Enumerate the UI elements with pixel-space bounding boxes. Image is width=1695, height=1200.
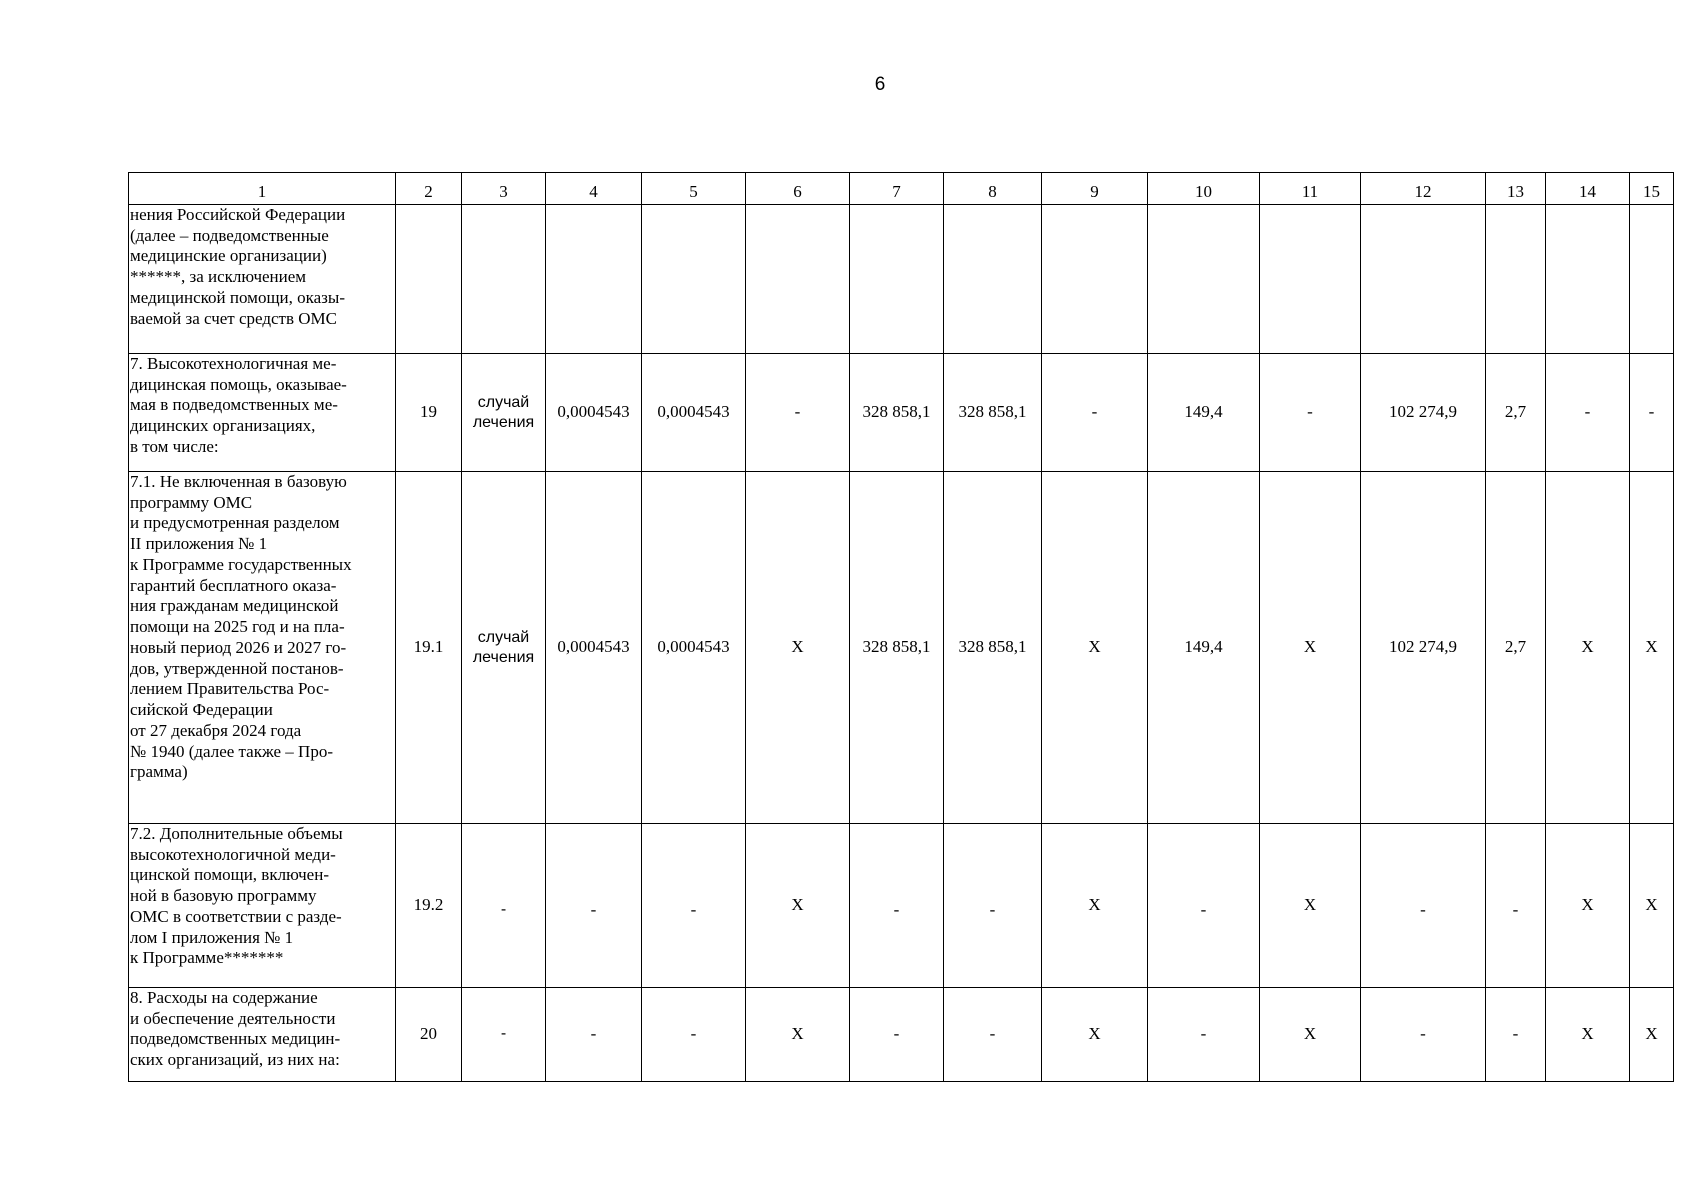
table-cell-col-2 (396, 205, 462, 354)
table-cell-col-7: - (850, 824, 944, 988)
column-header-7: 7 (850, 173, 944, 205)
column-header-1: 1 (129, 173, 396, 205)
table-cell-col-5: 0,0004543 (642, 472, 746, 824)
row-name-line: сийской Федерации (130, 700, 273, 720)
row-name (129, 354, 396, 472)
column-header-10: 10 (1148, 173, 1260, 205)
table-cell-col-11: X (1260, 472, 1361, 824)
table-cell-col-2: 19 (396, 354, 462, 472)
table-cell-col-3 (462, 205, 546, 354)
row-name-line: 7.1. Не включенная в базовую (130, 472, 347, 491)
table-cell-col-5 (642, 205, 746, 354)
table-cell-col-15: X (1630, 988, 1674, 1082)
table-cell-col-15: X (1630, 472, 1674, 824)
table-cell-col-3: - (462, 824, 546, 988)
table-cell-col-5: - (642, 824, 746, 988)
table-cell-col-3: - (462, 988, 546, 1082)
row-name-line: ОМС в соответствии с разде- (130, 906, 342, 926)
column-header-5: 5 (642, 173, 746, 205)
table-cell-col-10 (1148, 205, 1260, 354)
table-cell-col-3: случай лечения (462, 354, 546, 472)
table-cell-col-13: - (1486, 988, 1546, 1082)
table-cell-col-4: - (546, 988, 642, 1082)
table-cell-col-11: X (1260, 824, 1361, 988)
column-header-13: 13 (1486, 173, 1546, 205)
table-cell-col-14 (1546, 205, 1630, 354)
table-cell-col-14: X (1546, 988, 1630, 1082)
row-name-line: дицинских организациях, (130, 416, 316, 436)
row-name (129, 205, 396, 354)
table-cell-col-3: случай лечения (462, 472, 546, 824)
table-cell-col-2: 19.2 (396, 824, 462, 988)
table-cell-col-14: X (1546, 472, 1630, 824)
table-cell-col-6: X (746, 824, 850, 988)
table-cell-col-2: 20 (396, 988, 462, 1082)
table-cell-col-4: 0,0004543 (546, 354, 642, 472)
table-cell-col-9: X (1042, 472, 1148, 824)
row-name-line: ния гражданам медицинской (130, 596, 339, 616)
table-cell-col-5: - (642, 988, 746, 1082)
table-cell-col-14: - (1546, 354, 1630, 472)
table-cell-col-14: X (1546, 824, 1630, 988)
row-name-line: ******, за исключением (130, 267, 307, 287)
column-header-11: 11 (1260, 173, 1361, 205)
table-cell-col-11 (1260, 205, 1361, 354)
table-row (129, 824, 1674, 988)
row-name-line: новый период 2026 и 2027 го- (130, 637, 347, 657)
row-name-line: 8. Расходы на содержание (130, 988, 318, 1007)
table-row (129, 354, 1674, 472)
table-body (129, 205, 1674, 1082)
row-name-line: № 1940 (далее также – Про- (130, 741, 333, 761)
table-cell-col-6: X (746, 988, 850, 1082)
table-cell-col-13: 2,7 (1486, 472, 1546, 824)
column-header-2: 2 (396, 173, 462, 205)
column-header-6: 6 (746, 173, 850, 205)
table-row (129, 472, 1674, 824)
row-name-line: высокотехнологичной меди- (130, 844, 336, 864)
row-name-line: лением Правительства Рос- (130, 679, 330, 699)
table-cell-col-15: - (1630, 354, 1674, 472)
table-cell-col-4 (546, 205, 642, 354)
table-cell-col-13 (1486, 205, 1546, 354)
table-cell-col-9: X (1042, 988, 1148, 1082)
row-name (129, 988, 396, 1082)
row-name-line: к Программе государственных (130, 554, 352, 574)
table-cell-col-8: 328 858,1 (944, 354, 1042, 472)
table-cell-col-9: - (1042, 354, 1148, 472)
table-cell-col-10: 149,4 (1148, 354, 1260, 472)
row-name-line: цинской помощи, включен- (130, 865, 329, 885)
row-name-line: ских организаций, из них на: (130, 1050, 340, 1070)
table-cell-col-10: - (1148, 988, 1260, 1082)
table-cell-col-13: - (1486, 824, 1546, 988)
table-cell-col-9: X (1042, 824, 1148, 988)
row-name-line: ной в базовую программу (130, 886, 317, 906)
row-name-line: дицинская помощь, оказывае- (130, 374, 347, 394)
row-name-line: помощи на 2025 год и на пла- (130, 617, 345, 637)
table-cell-col-12: 102 274,9 (1361, 472, 1486, 824)
table-cell-col-6 (746, 205, 850, 354)
header-row (129, 173, 1674, 205)
table-cell-col-9 (1042, 205, 1148, 354)
column-header-14: 14 (1546, 173, 1630, 205)
table-cell-col-10: - (1148, 824, 1260, 988)
table-cell-col-2: 19.1 (396, 472, 462, 824)
row-name-line: программу ОМС (130, 492, 253, 512)
table-cell-col-12: 102 274,9 (1361, 354, 1486, 472)
row-name-line: в том числе: (130, 436, 219, 456)
row-name-line: (далее – подведомственные (130, 225, 329, 245)
row-name-line: лом I приложения № 1 (130, 927, 294, 947)
table-cell-col-7: 328 858,1 (850, 354, 944, 472)
row-name (129, 824, 396, 988)
row-name-line: нения Российской Федерации (130, 205, 346, 224)
column-header-12: 12 (1361, 173, 1486, 205)
column-header-3: 3 (462, 173, 546, 205)
row-name-line: к Программе******* (130, 948, 284, 968)
table-cell-col-8 (944, 205, 1042, 354)
table-cell-col-11: X (1260, 988, 1361, 1082)
column-header-15: 15 (1630, 173, 1674, 205)
row-name-line: 7.2. Дополнительные объемы (130, 824, 343, 843)
table-cell-col-15: X (1630, 824, 1674, 988)
row-name-line: гарантий бесплатного оказа- (130, 575, 337, 595)
column-header-8: 8 (944, 173, 1042, 205)
column-header-9: 9 (1042, 173, 1148, 205)
row-name-line: от 27 декабря 2024 года (130, 720, 302, 740)
table-cell-col-5: 0,0004543 (642, 354, 746, 472)
table-cell-col-8: - (944, 824, 1042, 988)
table-cell-col-12: - (1361, 824, 1486, 988)
table-cell-col-4: 0,0004543 (546, 472, 642, 824)
table-cell-col-11: - (1260, 354, 1361, 472)
row-name-line: мая в подведомственных ме- (130, 395, 338, 415)
table-cell-col-12 (1361, 205, 1486, 354)
table-cell-col-8: - (944, 988, 1042, 1082)
row-name-line: и обеспечение деятельности (130, 1008, 336, 1028)
row-name-line: 7. Высокотехнологичная ме- (130, 354, 337, 373)
row-name-line: грамма) (130, 762, 188, 782)
table-cell-col-6: - (746, 354, 850, 472)
page-number: 6 (874, 74, 886, 95)
row-name-line: медицинской помощи, оказы- (130, 287, 345, 307)
table-cell-col-15 (1630, 205, 1674, 354)
row-name-line: и предусмотренная разделом (130, 513, 340, 533)
table-cell-col-7 (850, 205, 944, 354)
table-cell-col-4: - (546, 824, 642, 988)
row-name-line: медицинские организации) (130, 246, 327, 266)
row-name-line: дов, утвержденной постанов- (130, 658, 344, 678)
row-name-line: ваемой за счет средств ОМС (130, 308, 337, 328)
row-name (129, 472, 396, 824)
row-name-line: подведомственных медицин- (130, 1029, 341, 1049)
row-name-line: II приложения № 1 (130, 534, 268, 554)
table-row (129, 988, 1674, 1082)
column-header-4: 4 (546, 173, 642, 205)
table-cell-col-13: 2,7 (1486, 354, 1546, 472)
table-cell-col-8: 328 858,1 (944, 472, 1042, 824)
table-cell-col-12: - (1361, 988, 1486, 1082)
table-cell-col-10: 149,4 (1148, 472, 1260, 824)
table-cell-col-6: X (746, 472, 850, 824)
table-cell-col-7: - (850, 988, 944, 1082)
table-cell-col-7: 328 858,1 (850, 472, 944, 824)
table-row (129, 205, 1674, 354)
data-table (128, 172, 1674, 1082)
